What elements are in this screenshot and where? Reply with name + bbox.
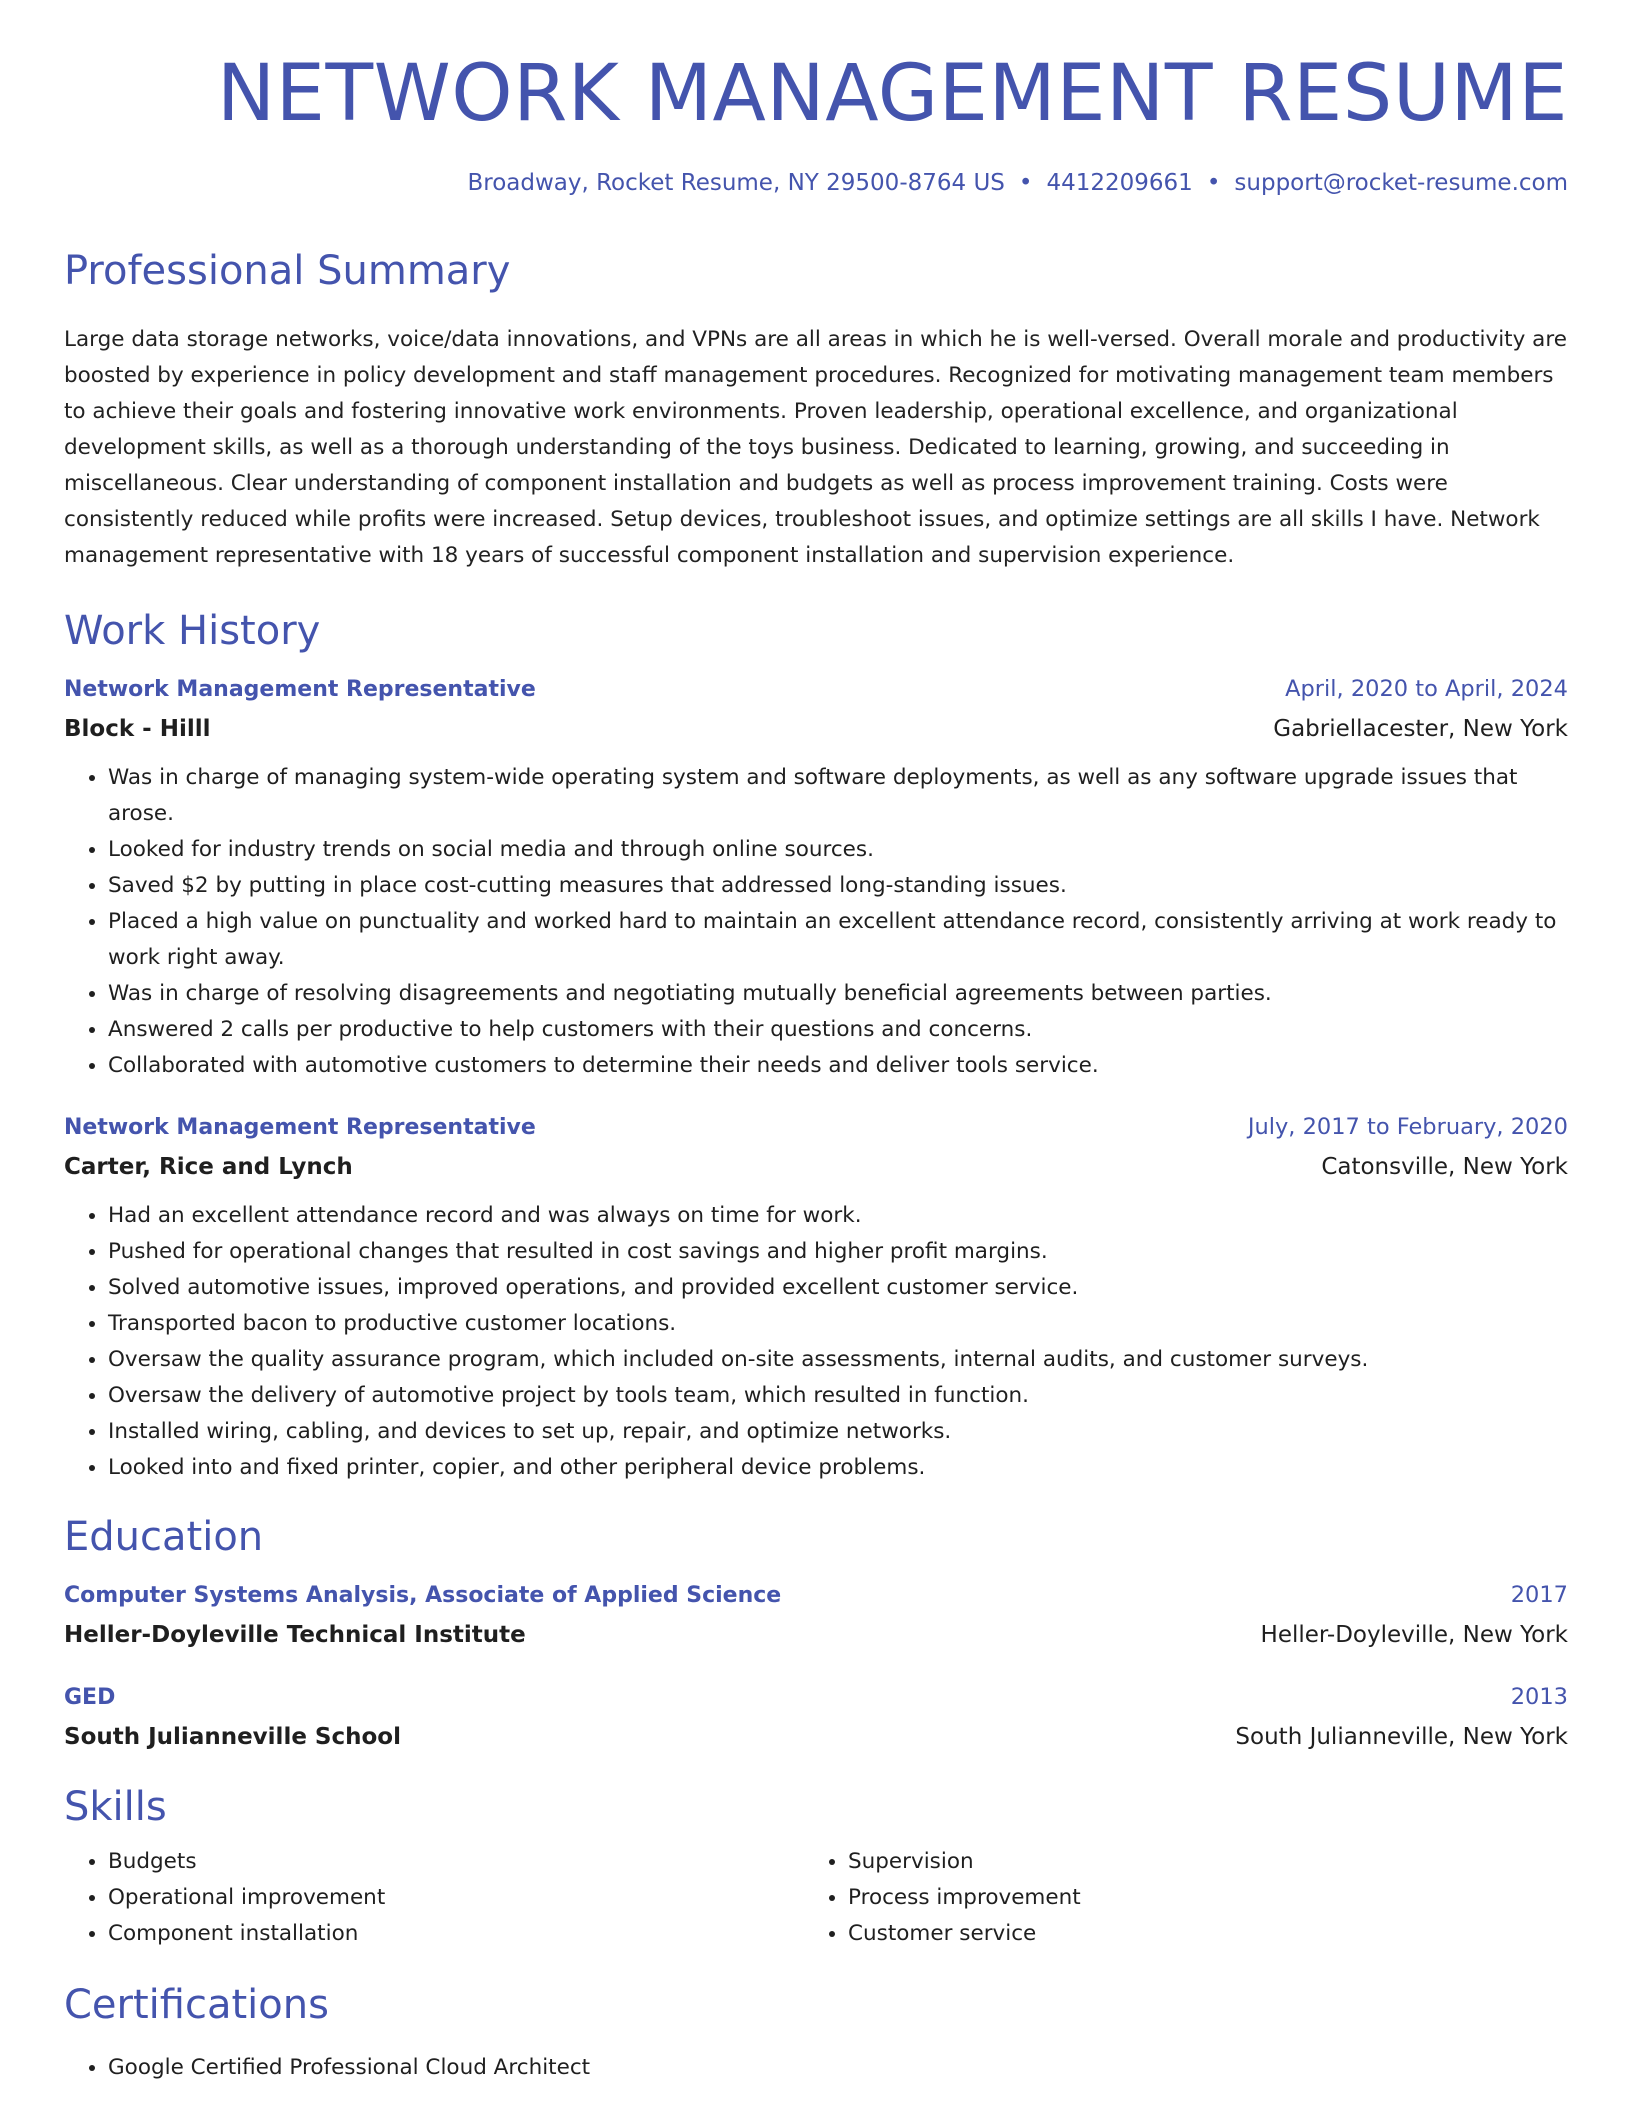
job-entry: [64, 1114, 1568, 1486]
list-item: • Installed wiring, cabling, and devices to set up, repair, and optimize networks.: [108, 1414, 1568, 1450]
skill-item: • Customer service: [848, 1916, 1544, 1952]
section-title-education: Education: [64, 1513, 264, 1560]
section-title-skills: Skills: [64, 1783, 167, 1830]
list-item: • Solved automotive issues, improved operations, and provided excellent customer service.: [108, 1270, 1568, 1306]
education-school: South Julianneville School: [64, 1723, 401, 1750]
phone: 4412209661: [1046, 169, 1193, 196]
list-item: • Was in charge of managing system-wide operating system and software deployments, as well as any software upgrade issues that arose.: [108, 760, 1568, 832]
list-item: • Answered 2 calls per productive to help customers with their questions and concerns.: [108, 1012, 1568, 1048]
skill-item: • Budgets: [108, 1844, 804, 1880]
job-dates: April, 2020 to April, 2024: [1285, 675, 1568, 702]
education-school: Heller-Doyleville Technical Institute: [64, 1621, 526, 1648]
job-entry: [64, 676, 1568, 1084]
education-degree: Computer Systems Analysis, Associate of Applied Science: [64, 1582, 782, 1608]
contact-separator: •: [1018, 169, 1033, 196]
education-location: Heller-Doyleville, New York: [1260, 1621, 1568, 1648]
job-role: Network Management Representative: [64, 676, 536, 702]
certification-item: • Google Certified Professional Cloud Architect: [108, 2050, 1568, 2086]
education-year: 2017: [1510, 1581, 1568, 1608]
contact-separator: •: [1206, 169, 1221, 196]
summary-text: Large data storage networks, voice/data innovations, and VPNs are all areas in which he is well-versed. Overall morale and productivity are boosted by experience in policy development and staff management procedures. Recognized for motivating management team members to achieve their goals and fostering innovative work environments. Proven leadership, operational excellence, and organizational development skills, as well as a thorough understanding of the toys business. Dedicated to learning, growing, and succeeding in miscellaneous. Clear understanding of component installation and budgets as well as process improvement training. Costs were consistently reduced while profits were increased. Setup devices, troubleshoot issues, and optimize settings are all skills I have. Network management representative with 18 years of successful component installation and supervision experience.: [64, 326, 1567, 568]
education-location: South Julianneville, New York: [1235, 1723, 1568, 1750]
job-company: Carter, Rice and Lynch: [64, 1153, 353, 1180]
certifications-list: [64, 2050, 1568, 2086]
list-item: • Looked into and fixed printer, copier, and other peripheral device problems.: [108, 1450, 1568, 1486]
list-item: • Oversaw the delivery of automotive project by tools team, which resulted in function.: [108, 1378, 1568, 1414]
resume-title: NETWORK MANAGEMENT RESUME: [216, 49, 1568, 139]
job-dates: July, 2017 to February, 2020: [1247, 1113, 1568, 1140]
section-title-summary: Professional Summary: [64, 247, 511, 294]
skill-item: • Supervision: [848, 1844, 1544, 1880]
job-bullets: [64, 760, 1568, 1084]
job-company: Block - Hilll: [64, 715, 211, 742]
list-item: • Oversaw the quality assurance program, which included on-site assessments, internal audits, and customer surveys.: [108, 1342, 1568, 1378]
list-item: • Looked for industry trends on social media and through online sources.: [108, 832, 1568, 868]
skill-item: • Process improvement: [848, 1880, 1544, 1916]
email-link[interactable]: support@rocket-resume.com: [1234, 169, 1568, 196]
education-entry: [64, 1582, 1568, 1648]
list-item: • Saved $2 by putting in place cost-cutting measures that addressed long-standing issues.: [108, 868, 1568, 904]
education-year: 2013: [1510, 1683, 1568, 1710]
job-bullets: [64, 1198, 1568, 1486]
section-title-certifications: Certifications: [64, 1981, 329, 2028]
list-item: • Collaborated with automotive customers to determine their needs and deliver tools service.: [108, 1048, 1568, 1084]
education-degree: GED: [64, 1684, 116, 1710]
skill-item: • Operational improvement: [108, 1880, 804, 1916]
list-item: • Transported bacon to productive customer locations.: [108, 1306, 1568, 1342]
skills-list: [64, 1844, 1568, 1952]
contact-line: [64, 170, 1568, 196]
skill-item: • Component installation: [108, 1916, 804, 1952]
list-item: • Was in charge of resolving disagreements and negotiating mutually beneficial agreements between parties.: [108, 976, 1568, 1012]
education-entry: [64, 1684, 1568, 1750]
skills-column-left: [64, 1844, 804, 1952]
list-item: • Placed a high value on punctuality and worked hard to maintain an excellent attendance record, consistently arriving at work ready to work right away.: [108, 904, 1568, 976]
section-title-work-history: Work History: [64, 607, 321, 654]
skills-column-right: [804, 1844, 1544, 1952]
job-role: Network Management Representative: [64, 1114, 536, 1140]
list-item: • Pushed for operational changes that resulted in cost savings and higher profit margins.: [108, 1234, 1568, 1270]
job-location: Gabriellacester, New York: [1273, 715, 1568, 742]
address: Broadway, Rocket Resume, NY 29500-8764 US: [467, 169, 1005, 196]
job-location: Catonsville, New York: [1321, 1153, 1568, 1180]
list-item: • Had an excellent attendance record and was always on time for work.: [108, 1198, 1568, 1234]
